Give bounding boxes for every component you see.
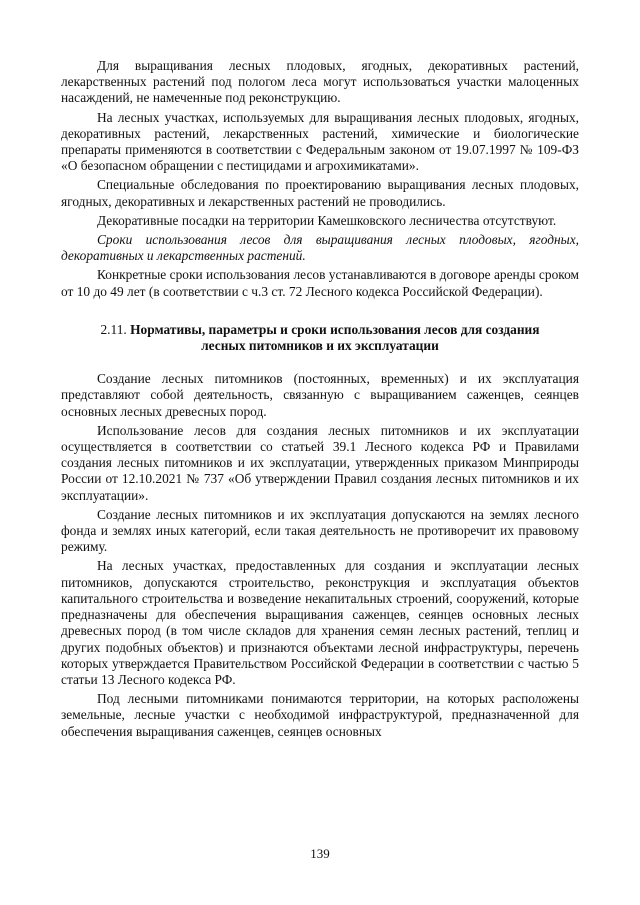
section-title-part-2: лесных питомников и их эксплуатации: [201, 338, 439, 354]
paragraph: Конкретные сроки использования лесов устанавливаются в договоре аренды сроком от 10 до 49 лет (в соответствии с ч.3 ст. 72 Лесного кодекса Российской Федерации).: [61, 267, 579, 299]
section-number: 2.11.: [100, 321, 127, 337]
section-title-part-1: Нормативы, параметры и сроки использования лесов для создания: [130, 321, 540, 337]
paragraph: Создание лесных питомников (постоянных, временных) и их эксплуатация представляют собой деятельность, связанную с выращиванием саженцев, сеянцев основных лесных древесных пород.: [61, 371, 579, 419]
document-page: [61, 58, 579, 740]
paragraph: Под лесными питомниками понимаются территории, на которых расположены земельные, лесные участки с необходимой инфраструктурой, предназначенной для обеспечения выращивания саженцев, сеянцев основных: [61, 691, 579, 739]
paragraph: Для выращивания лесных плодовых, ягодных, декоративных растений, лекарственных растений под пологом леса могут использоваться участки малоценных насаждений, не намеченные под реконструкцию.: [61, 58, 579, 106]
paragraph: Специальные обследования по проектированию выращивания лесных плодовых, ягодных, декоративных и лекарственных растений не проводились.: [61, 177, 579, 209]
paragraph: Декоративные посадки на территории Камешковского лесничества отсутствуют.: [97, 212, 557, 228]
section-heading-line-1: [61, 322, 579, 338]
paragraph: На лесных участках, используемых для выращивания лесных плодовых, ягодных, декоративных растений, лекарственных растений, химические и биологические препараты применяются в соответствии с Федеральным законом от 19.07.1997 № 109-ФЗ «О безопасном обращении с пестицидами и агрохимикатами».: [61, 109, 579, 174]
paragraph: Использование лесов для создания лесных питомников и их эксплуатации осуществляется в соответствии со статьей 39.1 Лесного кодекса РФ и Правилами создания лесных питомников и их эксплуатации, утвержденных приказом Минприроды России от 12.10.2021 № 737 «Об утверждении Правил создания лесных питомников и их эксплуатации».: [61, 422, 579, 503]
italic-paragraph: Сроки использования лесов для выращивания лесных плодовых, ягодных, декоративных и лекарственных растений.: [61, 232, 579, 264]
paragraph: На лесных участках, предоставленных для создания и эксплуатации лесных питомников, допускаются строительство, реконструкция и эксплуатация объектов капитального строительства и возведение некапитальных строений, сооружений, которые предназначены для обеспечения выращивания саженцев, сеянцев основных лесных древесных пород (в том числе складов для хранения семян лесных растений, теплиц и других подобных объектов) и признаются объектами лесной инфраструктуры, перечень которых утверждается Правительством Российской Федерации в соответствии с частью 5 статьи 13 Лесного кодекса РФ.: [61, 558, 579, 687]
page-number: 139: [310, 846, 330, 861]
section-heading: [61, 322, 579, 354]
paragraph: Создание лесных питомников и их эксплуатация допускаются на землях лесного фонда и землях иных категорий, если такая деятельность не противоречит их правовому режиму.: [61, 506, 579, 555]
